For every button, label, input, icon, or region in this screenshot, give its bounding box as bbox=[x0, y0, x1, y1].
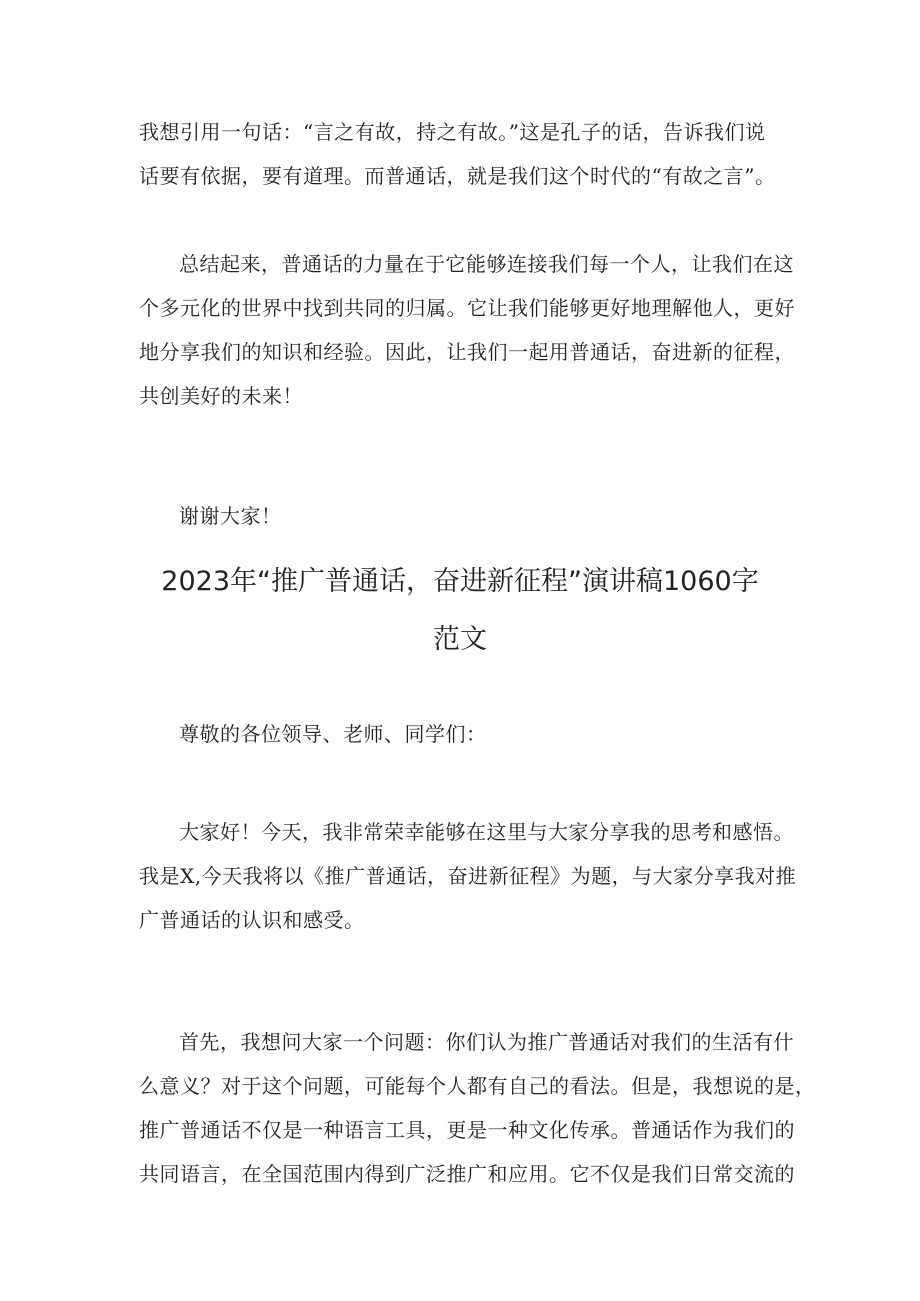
text-line: 话要有依据，要有道理。而普通话，就是我们这个时代的“有故之言”。 bbox=[139, 164, 776, 188]
paragraph-quote bbox=[139, 110, 799, 198]
paragraph-salutation bbox=[139, 712, 799, 756]
document-title bbox=[100, 553, 820, 669]
text-line: 大家好！今天，我非常荣幸能够在这里与大家分享我的思考和感悟。 bbox=[179, 820, 794, 844]
text-line: 我是X,今天我将以《推广普通话，奋进新征程》为题，与大家分享我对推 bbox=[139, 864, 797, 888]
text-line: 我想引用一句话：“言之有故，持之有故。”这是孔子的话，告诉我们说 bbox=[139, 120, 766, 144]
paragraph-thanks bbox=[139, 494, 799, 538]
text-line: 推广普通话不仅是一种语言工具，更是一种文化传承。普通话作为我们的 bbox=[139, 1118, 795, 1142]
paragraph-greeting bbox=[139, 810, 799, 942]
text-line: 尊敬的各位领导、老师、同学们： bbox=[179, 722, 487, 746]
text-line: 地分享我们的知识和经验。因此，让我们一起用普通话，奋进新的征程， bbox=[139, 340, 795, 364]
text-line: 谢谢大家！ bbox=[179, 504, 282, 528]
text-line: 个多元化的世界中找到共同的归属。它让我们能够更好地理解他人，更好 bbox=[139, 296, 795, 320]
text-line: 总结起来，普通话的力量在于它能够连接我们每一个人，让我们在这 bbox=[179, 252, 794, 276]
paragraph-summary bbox=[139, 242, 799, 418]
text-line: 首先，我想问大家一个问题：你们认为推广普通话对我们的生活有什 bbox=[179, 1030, 794, 1054]
text-line: 共创美好的未来！ bbox=[139, 384, 303, 408]
text-line: 广普通话的认识和感受。 bbox=[139, 908, 365, 932]
paragraph-question bbox=[139, 1020, 816, 1196]
text-line: 共同语言，在全国范围内得到广泛推广和应用。它不仅是我们日常交流的 bbox=[139, 1162, 795, 1186]
text-line: 么意义？对于这个问题，可能每个人都有自己的看法。但是，我想说的是， bbox=[139, 1074, 816, 1098]
title-line: 2023年“推广普通话，奋进新征程”演讲稿1060字 bbox=[161, 566, 759, 597]
title-line: 范文 bbox=[433, 624, 487, 655]
